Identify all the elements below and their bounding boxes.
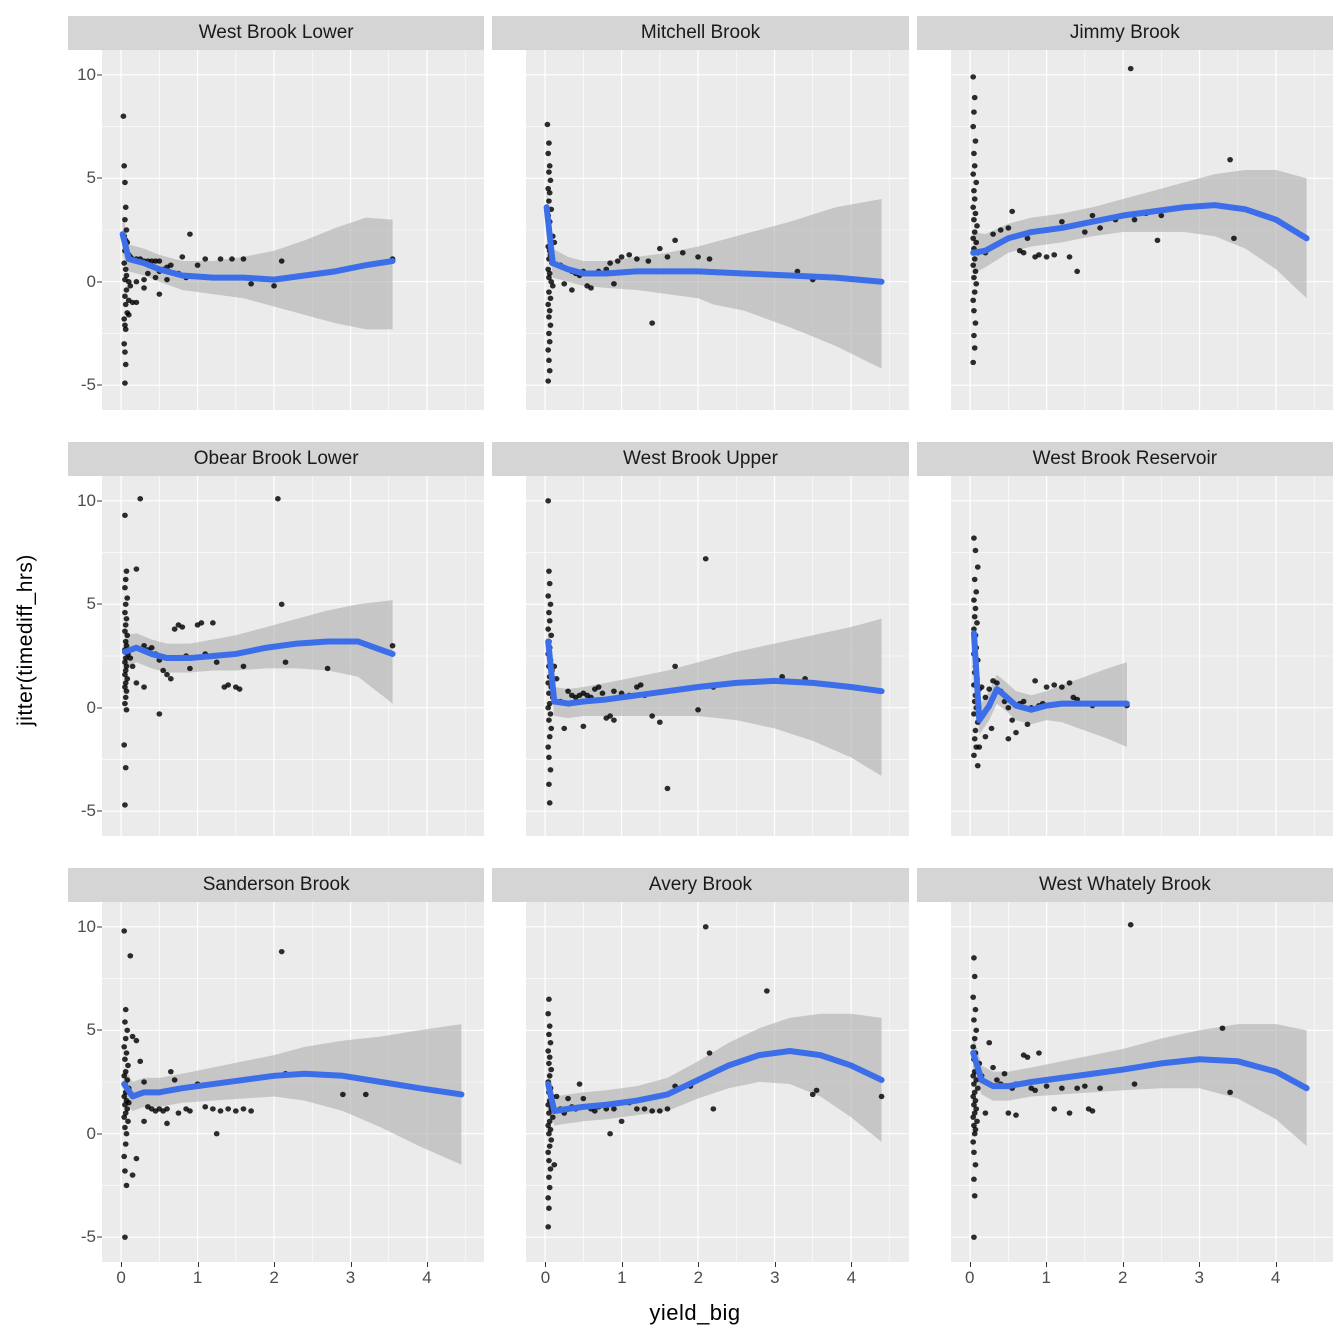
- facet-strip-label: Obear Brook Lower: [68, 442, 484, 476]
- facet-panel: [917, 442, 1333, 858]
- panel-graphics: [102, 476, 484, 836]
- facet-strip-label: West Brook Lower: [68, 16, 484, 50]
- x-tick-mark: [198, 1262, 199, 1267]
- facet-grid: [68, 16, 1333, 1287]
- panel-graphics: [526, 902, 908, 1262]
- y-tick-mark: [97, 385, 102, 386]
- x-tick-label: 0: [965, 1268, 975, 1287]
- x-tick-mark: [427, 1262, 428, 1267]
- facet-panel: [917, 16, 1333, 432]
- x-tick-label: 2: [269, 1268, 279, 1287]
- facet-panel: [68, 16, 484, 432]
- y-tick-label: 10: [77, 490, 96, 510]
- x-tick-label: 1: [617, 1268, 627, 1287]
- y-tick-label: -5: [80, 1227, 96, 1247]
- facet-panel: [492, 442, 908, 858]
- y-tick-label: -5: [80, 801, 96, 821]
- x-tick-mark: [351, 1262, 352, 1267]
- y-tick-mark: [97, 926, 102, 927]
- y-tick-mark: [97, 500, 102, 501]
- facet-panel: [68, 442, 484, 858]
- y-tick-label: 5: [86, 168, 96, 188]
- confidence-band: [124, 1024, 461, 1165]
- plot-panel: [526, 50, 908, 410]
- plot-panel: [951, 902, 1333, 1287]
- y-tick-label: 0: [86, 1123, 96, 1143]
- x-tick-label: 3: [770, 1268, 780, 1287]
- panel-graphics: [951, 50, 1333, 410]
- x-tick-label: 3: [345, 1268, 356, 1287]
- x-tick-label: 4: [422, 1268, 432, 1287]
- y-tick-mark: [97, 74, 102, 75]
- x-tick-mark: [622, 1262, 623, 1267]
- panel-graphics: [526, 476, 908, 836]
- y-tick-label: -5: [80, 375, 96, 395]
- facet-strip-label: Sanderson Brook: [68, 868, 484, 902]
- x-tick-label: 4: [1270, 1268, 1281, 1287]
- facet-strip-label: West Brook Reservoir: [917, 442, 1333, 476]
- x-tick-label: 2: [693, 1268, 704, 1287]
- facet-panel: [492, 16, 908, 432]
- x-tick-label: 3: [1194, 1268, 1204, 1287]
- confidence-band: [549, 1014, 882, 1142]
- panel-graphics: [951, 476, 1333, 836]
- y-tick-mark: [97, 811, 102, 812]
- y-tick-label: 0: [86, 697, 96, 717]
- x-tick-label: 1: [1041, 1268, 1051, 1287]
- y-tick-label: 5: [86, 1020, 96, 1040]
- y-tick-mark: [97, 1030, 102, 1031]
- panel-graphics: [102, 902, 484, 1262]
- y-tick-mark: [97, 1237, 102, 1238]
- y-tick-label: 5: [86, 594, 96, 614]
- x-tick-label: 4: [846, 1268, 857, 1287]
- y-tick-mark: [97, 281, 102, 282]
- x-tick-label: 1: [192, 1268, 203, 1287]
- facet-strip-label: West Whately Brook: [917, 868, 1333, 902]
- x-tick-label: 0: [540, 1268, 551, 1287]
- panel-graphics: [526, 50, 908, 410]
- y-tick-mark: [97, 707, 102, 708]
- plot-panel: [77, 50, 484, 410]
- plot-panel: [951, 476, 1333, 836]
- x-tick-label: 0: [116, 1268, 126, 1287]
- facet-panel: [917, 868, 1333, 1287]
- plot-panel: [77, 476, 484, 836]
- y-tick-label: 10: [77, 916, 96, 936]
- y-tick-mark: [97, 604, 102, 605]
- plot-panel: [77, 902, 484, 1287]
- x-tick-label: 2: [1117, 1268, 1128, 1287]
- x-axis-title: yield_big: [649, 1300, 741, 1325]
- x-tick-mark: [851, 1262, 852, 1267]
- y-axis-title: jitter(timediff_hrs): [14, 554, 37, 726]
- facet-strip-label: West Brook Upper: [492, 442, 908, 476]
- facet-strip-label: Avery Brook: [492, 868, 908, 902]
- x-tick-mark: [545, 1262, 546, 1267]
- x-tick-mark: [698, 1262, 699, 1267]
- facet-strip-label: Jimmy Brook: [917, 16, 1333, 50]
- panel-graphics: [102, 50, 484, 410]
- x-tick-mark: [1123, 1262, 1124, 1267]
- y-tick-mark: [97, 178, 102, 179]
- x-tick-mark: [1199, 1262, 1200, 1267]
- y-tick-label: 10: [77, 64, 96, 84]
- plot-panel: [951, 50, 1333, 410]
- facet-panel: [492, 868, 908, 1287]
- y-tick-mark: [97, 1133, 102, 1134]
- facet-panel: [68, 868, 484, 1287]
- x-tick-mark: [775, 1262, 776, 1267]
- panel-graphics: [951, 902, 1333, 1262]
- x-tick-mark: [1276, 1262, 1277, 1267]
- facet-strip-label: Mitchell Brook: [492, 16, 908, 50]
- x-tick-mark: [1046, 1262, 1047, 1267]
- y-tick-label: 0: [86, 271, 96, 291]
- plot-panel: [526, 476, 908, 836]
- x-tick-mark: [274, 1262, 275, 1267]
- x-tick-mark: [970, 1262, 971, 1267]
- x-tick-mark: [121, 1262, 122, 1267]
- plot-panel: [526, 902, 908, 1287]
